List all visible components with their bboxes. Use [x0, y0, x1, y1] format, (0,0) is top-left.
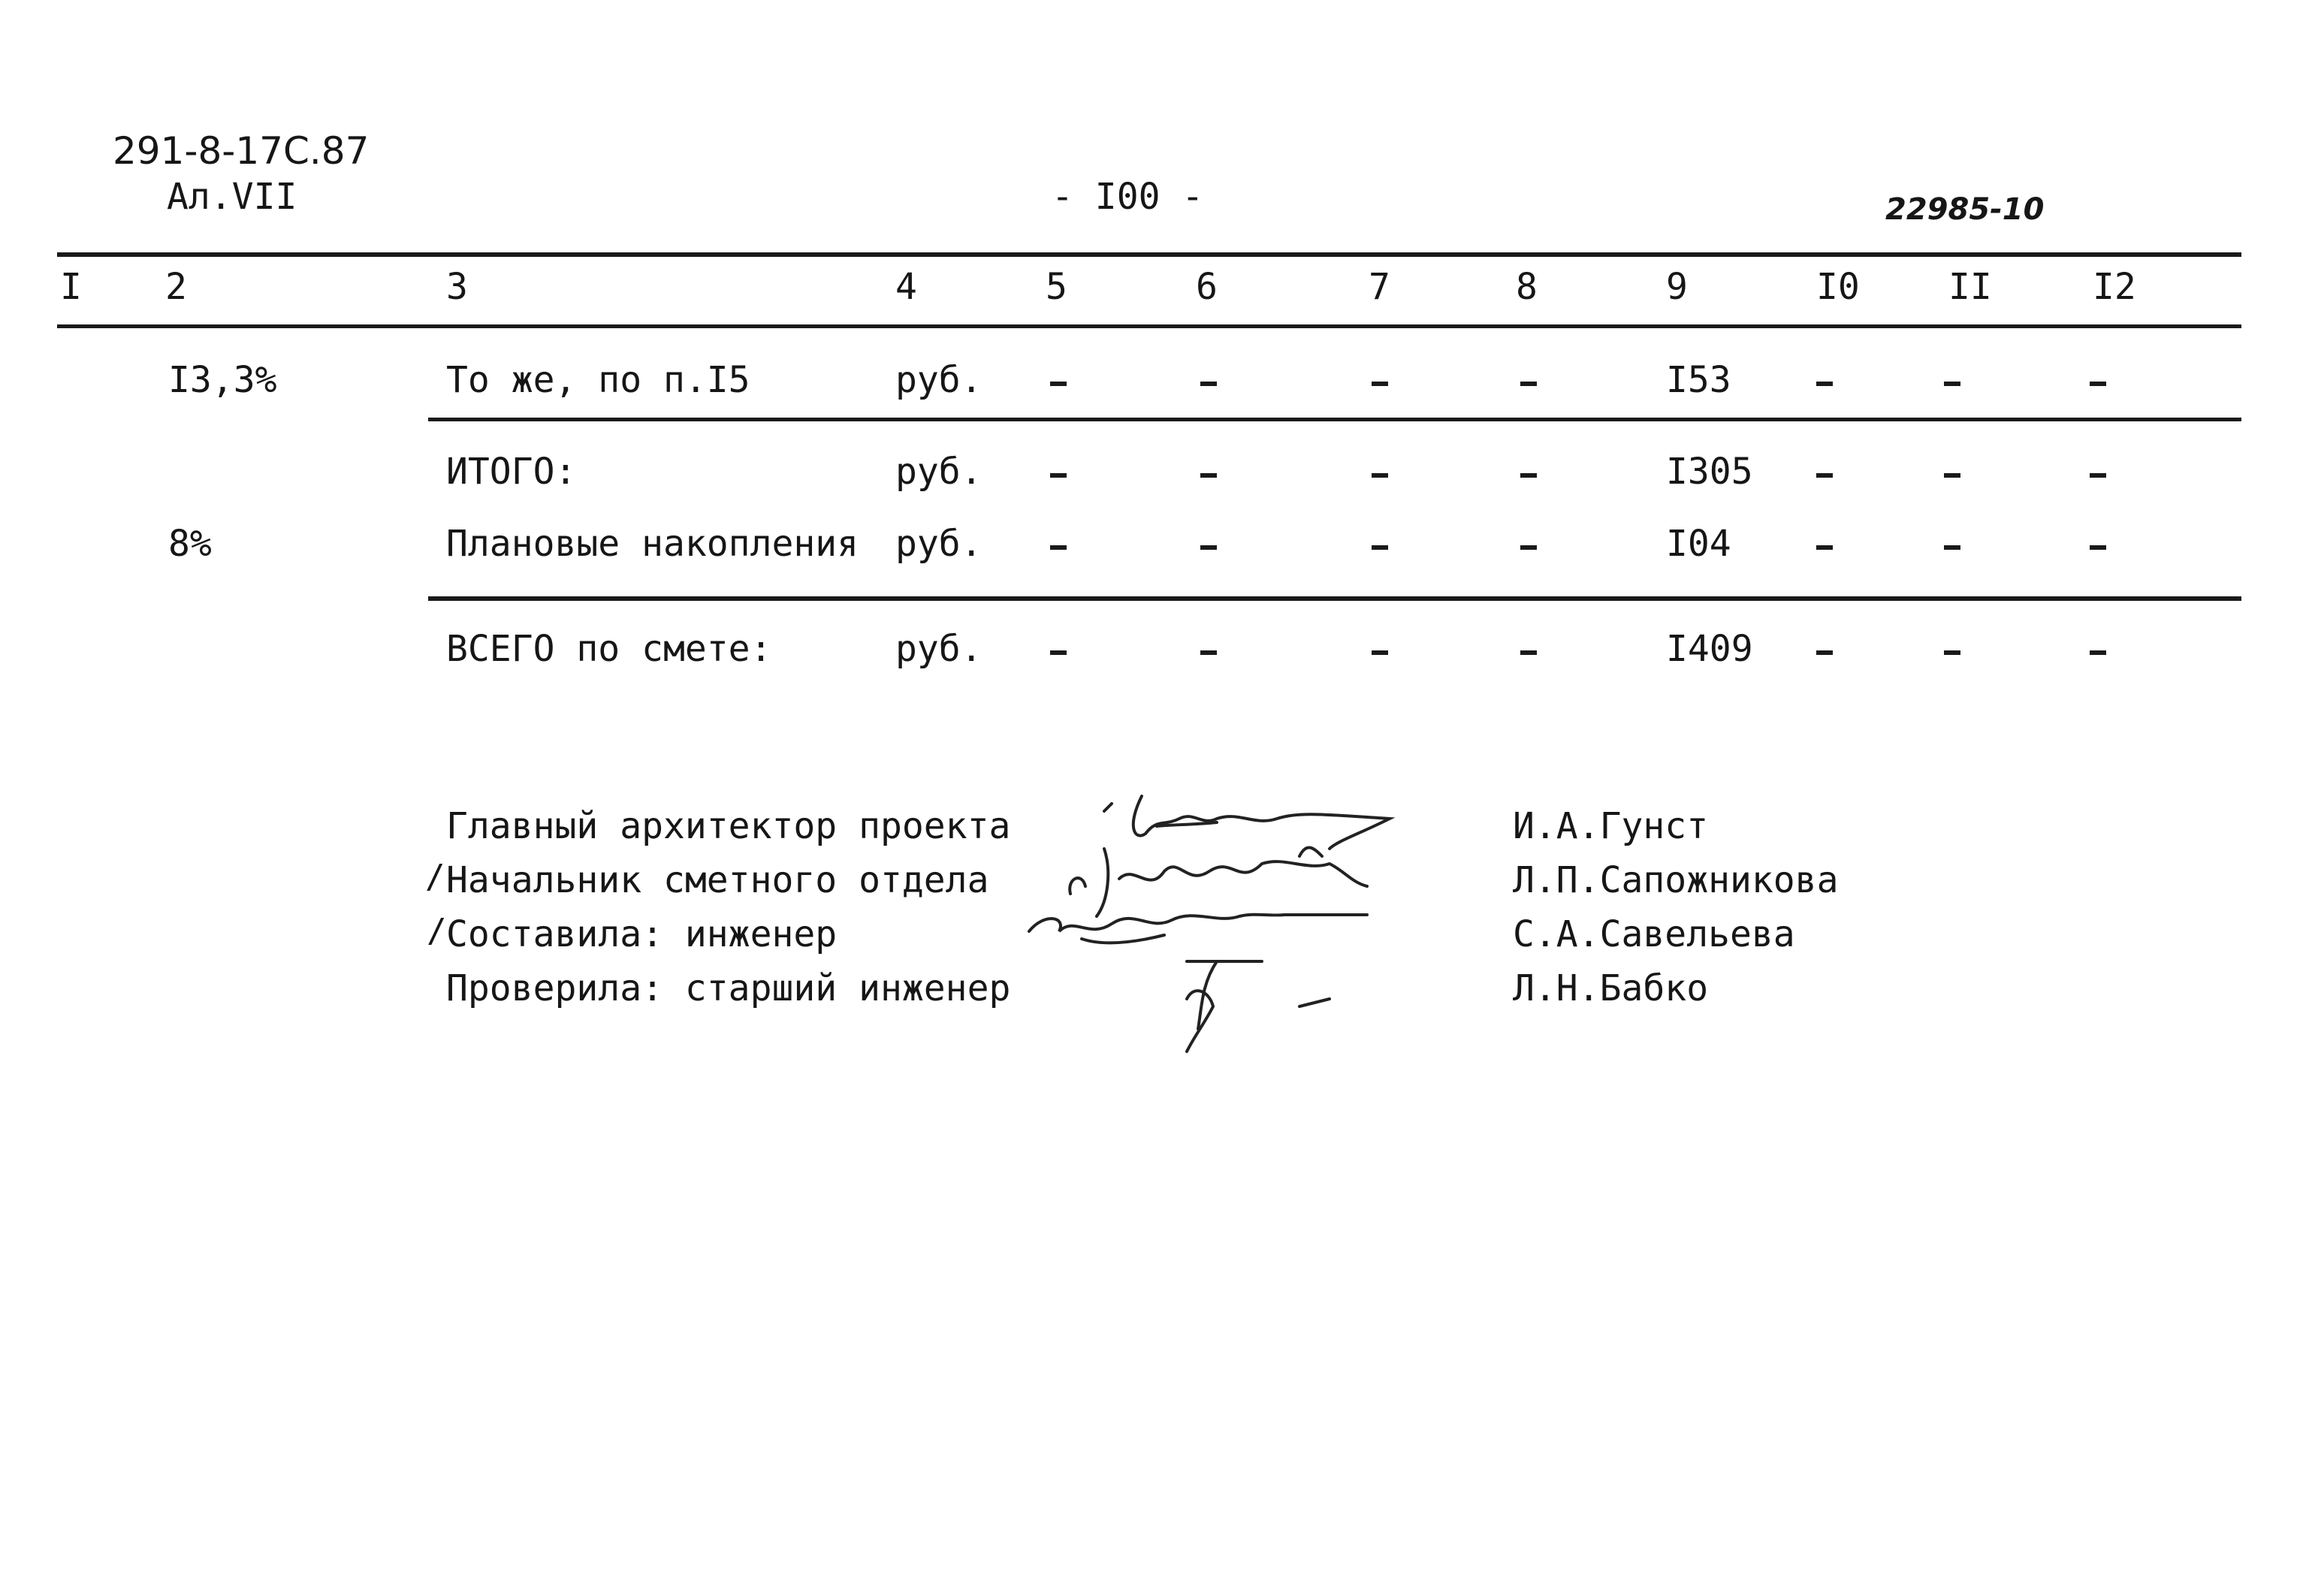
empty-value-dash: [1944, 650, 1960, 655]
empty-value-dash: [1816, 650, 1833, 655]
signer-role: Проверила: старший инженер: [446, 967, 1011, 1009]
unit-cell: руб.: [895, 451, 982, 493]
column-header: 9: [1666, 266, 1688, 308]
signer-role: Главный архитектор проекта: [446, 805, 1011, 847]
empty-value-dash: [1200, 650, 1217, 655]
name-cell: То же, по п.I5: [446, 359, 750, 401]
empty-value-dash: [1520, 650, 1537, 655]
column-header: II: [1948, 266, 1992, 308]
empty-value-dash: [1050, 382, 1067, 386]
name-cell: Плановые накопления: [446, 523, 859, 565]
column-header: I2: [2093, 266, 2136, 308]
column-header: 5: [1046, 266, 1067, 308]
empty-value-dash: [1200, 473, 1217, 478]
inventory-number: 22985-10: [1885, 192, 2045, 227]
signer-name: Л.П.Сапожникова: [1513, 859, 1839, 901]
unit-cell: руб.: [895, 628, 982, 670]
unit-cell: руб.: [895, 523, 982, 565]
margin-mark: /: [425, 858, 445, 896]
signer-role: Начальник сметного отдела: [446, 859, 989, 901]
header-bottom-rule: [57, 324, 2241, 328]
signer-name: Л.Н.Бабко: [1513, 967, 1709, 1009]
empty-value-dash: [1944, 473, 1960, 478]
empty-value-dash: [1372, 545, 1388, 550]
name-cell: ИТОГО:: [446, 451, 577, 493]
column-header: 8: [1516, 266, 1538, 308]
name-cell: ВСЕГО по смете:: [446, 628, 772, 670]
empty-value-dash: [1944, 382, 1960, 386]
empty-value-dash: [1520, 382, 1537, 386]
empty-value-dash: [1050, 545, 1067, 550]
signer-role: Составила: инженер: [446, 913, 838, 955]
empty-value-dash: [1520, 473, 1537, 478]
empty-value-dash: [2090, 473, 2106, 478]
value-cell: I305: [1666, 451, 1753, 493]
empty-value-dash: [2090, 382, 2106, 386]
empty-value-dash: [1816, 545, 1833, 550]
margin-mark: /: [427, 912, 447, 950]
empty-value-dash: [1816, 473, 1833, 478]
unit-cell: руб.: [895, 359, 982, 401]
empty-value-dash: [1372, 382, 1388, 386]
column-header: 4: [895, 266, 917, 308]
signer-name: С.А.Савельева: [1513, 913, 1795, 955]
empty-value-dash: [1200, 545, 1217, 550]
empty-value-dash: [1520, 545, 1537, 550]
row-separator-rule: [428, 418, 2241, 421]
column-header: 7: [1369, 266, 1390, 308]
column-header: I0: [1816, 266, 1860, 308]
column-header: I: [60, 266, 82, 308]
column-header: 6: [1196, 266, 1218, 308]
value-cell: I409: [1666, 628, 1753, 670]
value-cell: I04: [1666, 523, 1731, 565]
album-number: Ал.VII: [167, 176, 297, 218]
empty-value-dash: [1372, 650, 1388, 655]
document-code: 291-8-17С.87: [113, 129, 370, 173]
table-top-rule: [57, 252, 2241, 257]
empty-value-dash: [2090, 650, 2106, 655]
empty-value-dash: [1372, 473, 1388, 478]
rate-cell: I3,3%: [168, 359, 277, 401]
page-number: - I00 -: [1052, 176, 1204, 218]
empty-value-dash: [1200, 382, 1217, 386]
value-cell: I53: [1666, 359, 1731, 401]
total-separator-rule: [428, 596, 2241, 601]
signer-name: И.А.Гунст: [1513, 805, 1709, 847]
empty-value-dash: [1050, 473, 1067, 478]
column-header: 3: [446, 266, 468, 308]
empty-value-dash: [1944, 545, 1960, 550]
rate-cell: 8%: [168, 523, 212, 565]
empty-value-dash: [1816, 382, 1833, 386]
empty-value-dash: [2090, 545, 2106, 550]
handwritten-signatures: [1014, 781, 1435, 1067]
empty-value-dash: [1050, 650, 1067, 655]
column-header: 2: [165, 266, 187, 308]
